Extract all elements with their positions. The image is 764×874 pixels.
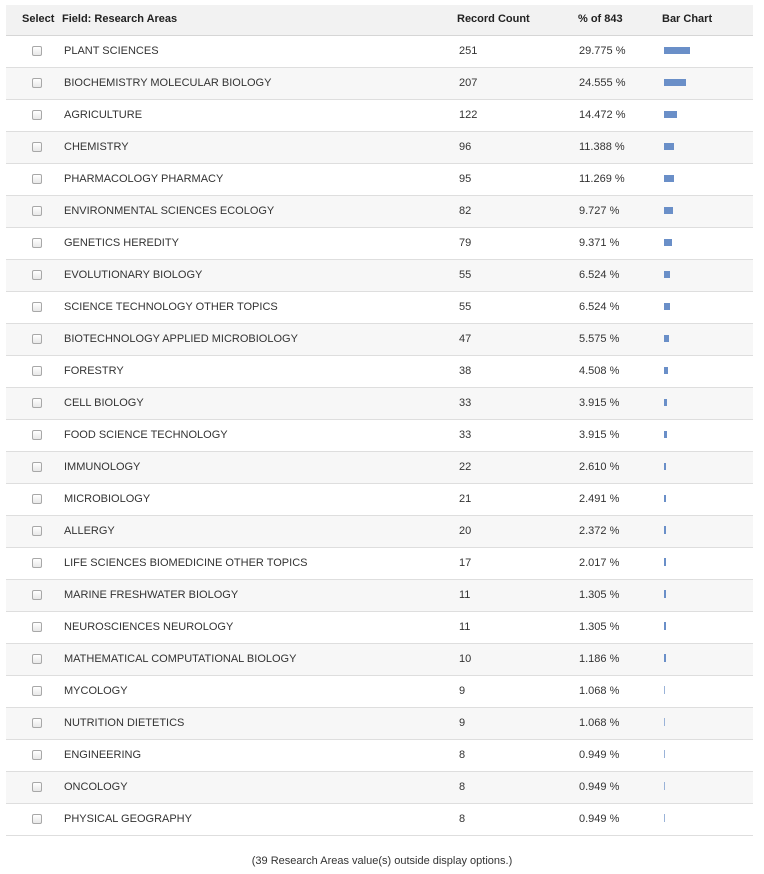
table-row (6, 772, 753, 804)
bar-chart-bar (664, 367, 668, 374)
header-bar-chart: Bar Chart (662, 13, 713, 25)
bar-chart-bar (664, 335, 669, 342)
table-row (6, 228, 753, 260)
table-row (6, 548, 753, 580)
record-count: 17 (459, 557, 472, 569)
research-area-name: EVOLUTIONARY BIOLOGY (64, 269, 203, 281)
research-area-name: PHARMACOLOGY PHARMACY (64, 173, 224, 185)
research-area-name: CELL BIOLOGY (64, 397, 144, 409)
percent-of-total: 2.610 % (579, 461, 620, 473)
table-row (6, 644, 753, 676)
row-select-checkbox[interactable] (32, 622, 42, 632)
bar-chart-bar (664, 239, 672, 246)
record-count: 8 (459, 781, 466, 793)
record-count: 11 (459, 589, 471, 601)
row-select-checkbox[interactable] (32, 206, 42, 216)
bar-chart-bar (664, 495, 666, 502)
row-select-checkbox[interactable] (32, 398, 42, 408)
table-row (6, 356, 753, 388)
percent-of-total: 2.017 % (579, 557, 620, 569)
research-area-name: CHEMISTRY (64, 141, 129, 153)
row-select-checkbox[interactable] (32, 590, 42, 600)
percent-of-total: 3.915 % (579, 397, 620, 409)
bar-chart-bar (664, 175, 674, 182)
record-count: 55 (459, 301, 472, 313)
research-area-name: BIOCHEMISTRY MOLECULAR BIOLOGY (64, 77, 272, 89)
percent-of-total: 14.472 % (579, 109, 626, 121)
percent-of-total: 9.727 % (579, 205, 620, 217)
percent-of-total: 1.068 % (579, 717, 620, 729)
research-area-name: PLANT SCIENCES (64, 45, 159, 57)
table-row (6, 260, 753, 292)
percent-of-total: 1.068 % (579, 685, 620, 697)
percent-of-total: 24.555 % (579, 77, 626, 89)
record-count: 10 (459, 653, 472, 665)
research-area-name: GENETICS HEREDITY (64, 237, 179, 249)
record-count: 21 (459, 493, 472, 505)
row-select-checkbox[interactable] (32, 750, 42, 760)
record-count: 122 (459, 109, 478, 121)
bar-chart-bar (664, 111, 677, 118)
bar-chart-bar (664, 654, 666, 662)
research-area-name: FOOD SCIENCE TECHNOLOGY (64, 429, 228, 441)
outside-display-note: (39 Research Areas value(s) outside display options.) (251, 855, 513, 867)
table-row (6, 452, 753, 484)
research-areas-table (6, 5, 753, 836)
percent-of-total: 0.949 % (579, 813, 620, 825)
row-select-checkbox[interactable] (32, 142, 42, 152)
bar-chart-bar (664, 79, 686, 86)
percent-of-total: 0.949 % (579, 781, 620, 793)
row-select-checkbox[interactable] (32, 46, 42, 56)
research-area-name: SCIENCE TECHNOLOGY OTHER TOPICS (64, 301, 278, 313)
record-count: 47 (459, 333, 472, 345)
table-row (6, 68, 753, 100)
record-count: 55 (459, 269, 472, 281)
research-area-name: NUTRITION DIETETICS (64, 717, 185, 729)
research-area-name: BIOTECHNOLOGY APPLIED MICROBIOLOGY (64, 333, 298, 345)
table-row (6, 484, 753, 516)
percent-of-total: 2.491 % (579, 493, 620, 505)
row-select-checkbox[interactable] (32, 654, 42, 664)
record-count: 8 (459, 813, 466, 825)
record-count: 38 (459, 365, 472, 377)
record-count: 79 (459, 237, 472, 249)
percent-of-total: 3.915 % (579, 429, 620, 441)
record-count: 11 (459, 621, 471, 633)
row-select-checkbox[interactable] (32, 78, 42, 88)
header-percent: % of 843 (578, 13, 623, 25)
research-area-name: NEUROSCIENCES NEUROLOGY (64, 621, 234, 633)
header-record-count[interactable]: Record Count (457, 13, 530, 25)
table-row (6, 420, 753, 452)
research-area-name: PHYSICAL GEOGRAPHY (64, 813, 192, 825)
row-select-checkbox[interactable] (32, 462, 42, 472)
record-count: 9 (459, 717, 466, 729)
row-select-checkbox[interactable] (32, 430, 42, 440)
header-field[interactable]: Field: Research Areas (62, 13, 178, 25)
research-area-name: LIFE SCIENCES BIOMEDICINE OTHER TOPICS (64, 557, 308, 569)
research-area-name: MYCOLOGY (64, 685, 128, 697)
table-row (6, 676, 753, 708)
row-select-checkbox[interactable] (32, 526, 42, 536)
research-area-name: FORESTRY (64, 365, 124, 377)
record-count: 8 (459, 749, 466, 761)
percent-of-total: 11.388 % (579, 141, 625, 153)
bar-chart-bar (664, 526, 666, 534)
table-row (6, 516, 753, 548)
research-area-name: MATHEMATICAL COMPUTATIONAL BIOLOGY (64, 653, 297, 665)
bar-chart-bar (664, 558, 666, 566)
bar-chart-bar (664, 590, 666, 598)
record-count: 33 (459, 397, 472, 409)
row-select-checkbox[interactable] (32, 270, 42, 280)
bar-chart-bar (664, 143, 674, 150)
table-row (6, 740, 753, 772)
record-count: 207 (459, 77, 478, 89)
research-area-name: ONCOLOGY (64, 781, 128, 793)
percent-of-total: 1.305 % (579, 621, 620, 633)
row-select-checkbox[interactable] (32, 494, 42, 504)
bar-chart-bar (664, 399, 667, 406)
row-select-checkbox[interactable] (32, 334, 42, 344)
record-count: 33 (459, 429, 472, 441)
table-body (6, 36, 753, 836)
record-count: 9 (459, 685, 466, 697)
row-select-checkbox[interactable] (32, 238, 42, 248)
record-count: 82 (459, 205, 472, 217)
bar-chart-bar (664, 686, 665, 694)
percent-of-total: 0.949 % (579, 749, 620, 761)
bar-chart-bar (664, 814, 665, 822)
row-select-checkbox[interactable] (32, 174, 42, 184)
bar-chart-bar (664, 271, 670, 278)
row-select-checkbox[interactable] (32, 110, 42, 120)
table-row (6, 580, 753, 612)
row-select-checkbox[interactable] (32, 302, 42, 312)
row-select-checkbox[interactable] (32, 718, 42, 728)
bar-chart-bar (664, 782, 665, 790)
percent-of-total: 9.371 % (579, 237, 620, 249)
table-row (6, 164, 753, 196)
percent-of-total: 1.186 % (579, 653, 620, 665)
research-area-name: MICROBIOLOGY (64, 493, 151, 505)
row-select-checkbox[interactable] (32, 686, 42, 696)
research-area-name: ENGINEERING (64, 749, 142, 761)
research-area-name: AGRICULTURE (64, 109, 143, 121)
bar-chart-bar (664, 622, 666, 630)
research-area-name: IMMUNOLOGY (64, 461, 141, 473)
record-count: 95 (459, 173, 472, 185)
percent-of-total: 4.508 % (579, 365, 620, 377)
bar-chart-bar (664, 47, 690, 54)
record-count: 96 (459, 141, 472, 153)
table-header (6, 5, 753, 36)
bar-chart-bar (664, 463, 666, 470)
record-count: 251 (459, 45, 478, 57)
table-row (6, 612, 753, 644)
percent-of-total: 6.524 % (579, 301, 620, 313)
table-row (6, 708, 753, 740)
table-row (6, 36, 753, 68)
record-count: 20 (459, 525, 472, 537)
table-row (6, 324, 753, 356)
percent-of-total: 29.775 % (579, 45, 626, 57)
percent-of-total: 11.269 % (579, 173, 625, 185)
table-row (6, 100, 753, 132)
bar-chart-bar (664, 718, 665, 726)
row-select-checkbox[interactable] (32, 366, 42, 376)
research-area-name: ENVIRONMENTAL SCIENCES ECOLOGY (64, 205, 275, 217)
percent-of-total: 1.305 % (579, 589, 620, 601)
table-row (6, 196, 753, 228)
header-select: Select (22, 13, 55, 25)
percent-of-total: 5.575 % (579, 333, 620, 345)
table-row (6, 388, 753, 420)
bar-chart-bar (664, 750, 665, 758)
record-count: 22 (459, 461, 472, 473)
row-select-checkbox[interactable] (32, 558, 42, 568)
percent-of-total: 6.524 % (579, 269, 620, 281)
bar-chart-bar (664, 303, 670, 310)
research-area-name: ALLERGY (64, 525, 115, 537)
table-row (6, 132, 753, 164)
percent-of-total: 2.372 % (579, 525, 620, 537)
research-area-name: MARINE FRESHWATER BIOLOGY (64, 589, 239, 601)
row-select-checkbox[interactable] (32, 814, 42, 824)
table-row (6, 804, 753, 836)
row-select-checkbox[interactable] (32, 782, 42, 792)
table-row (6, 292, 753, 324)
bar-chart-bar (664, 431, 667, 438)
bar-chart-bar (664, 207, 673, 214)
